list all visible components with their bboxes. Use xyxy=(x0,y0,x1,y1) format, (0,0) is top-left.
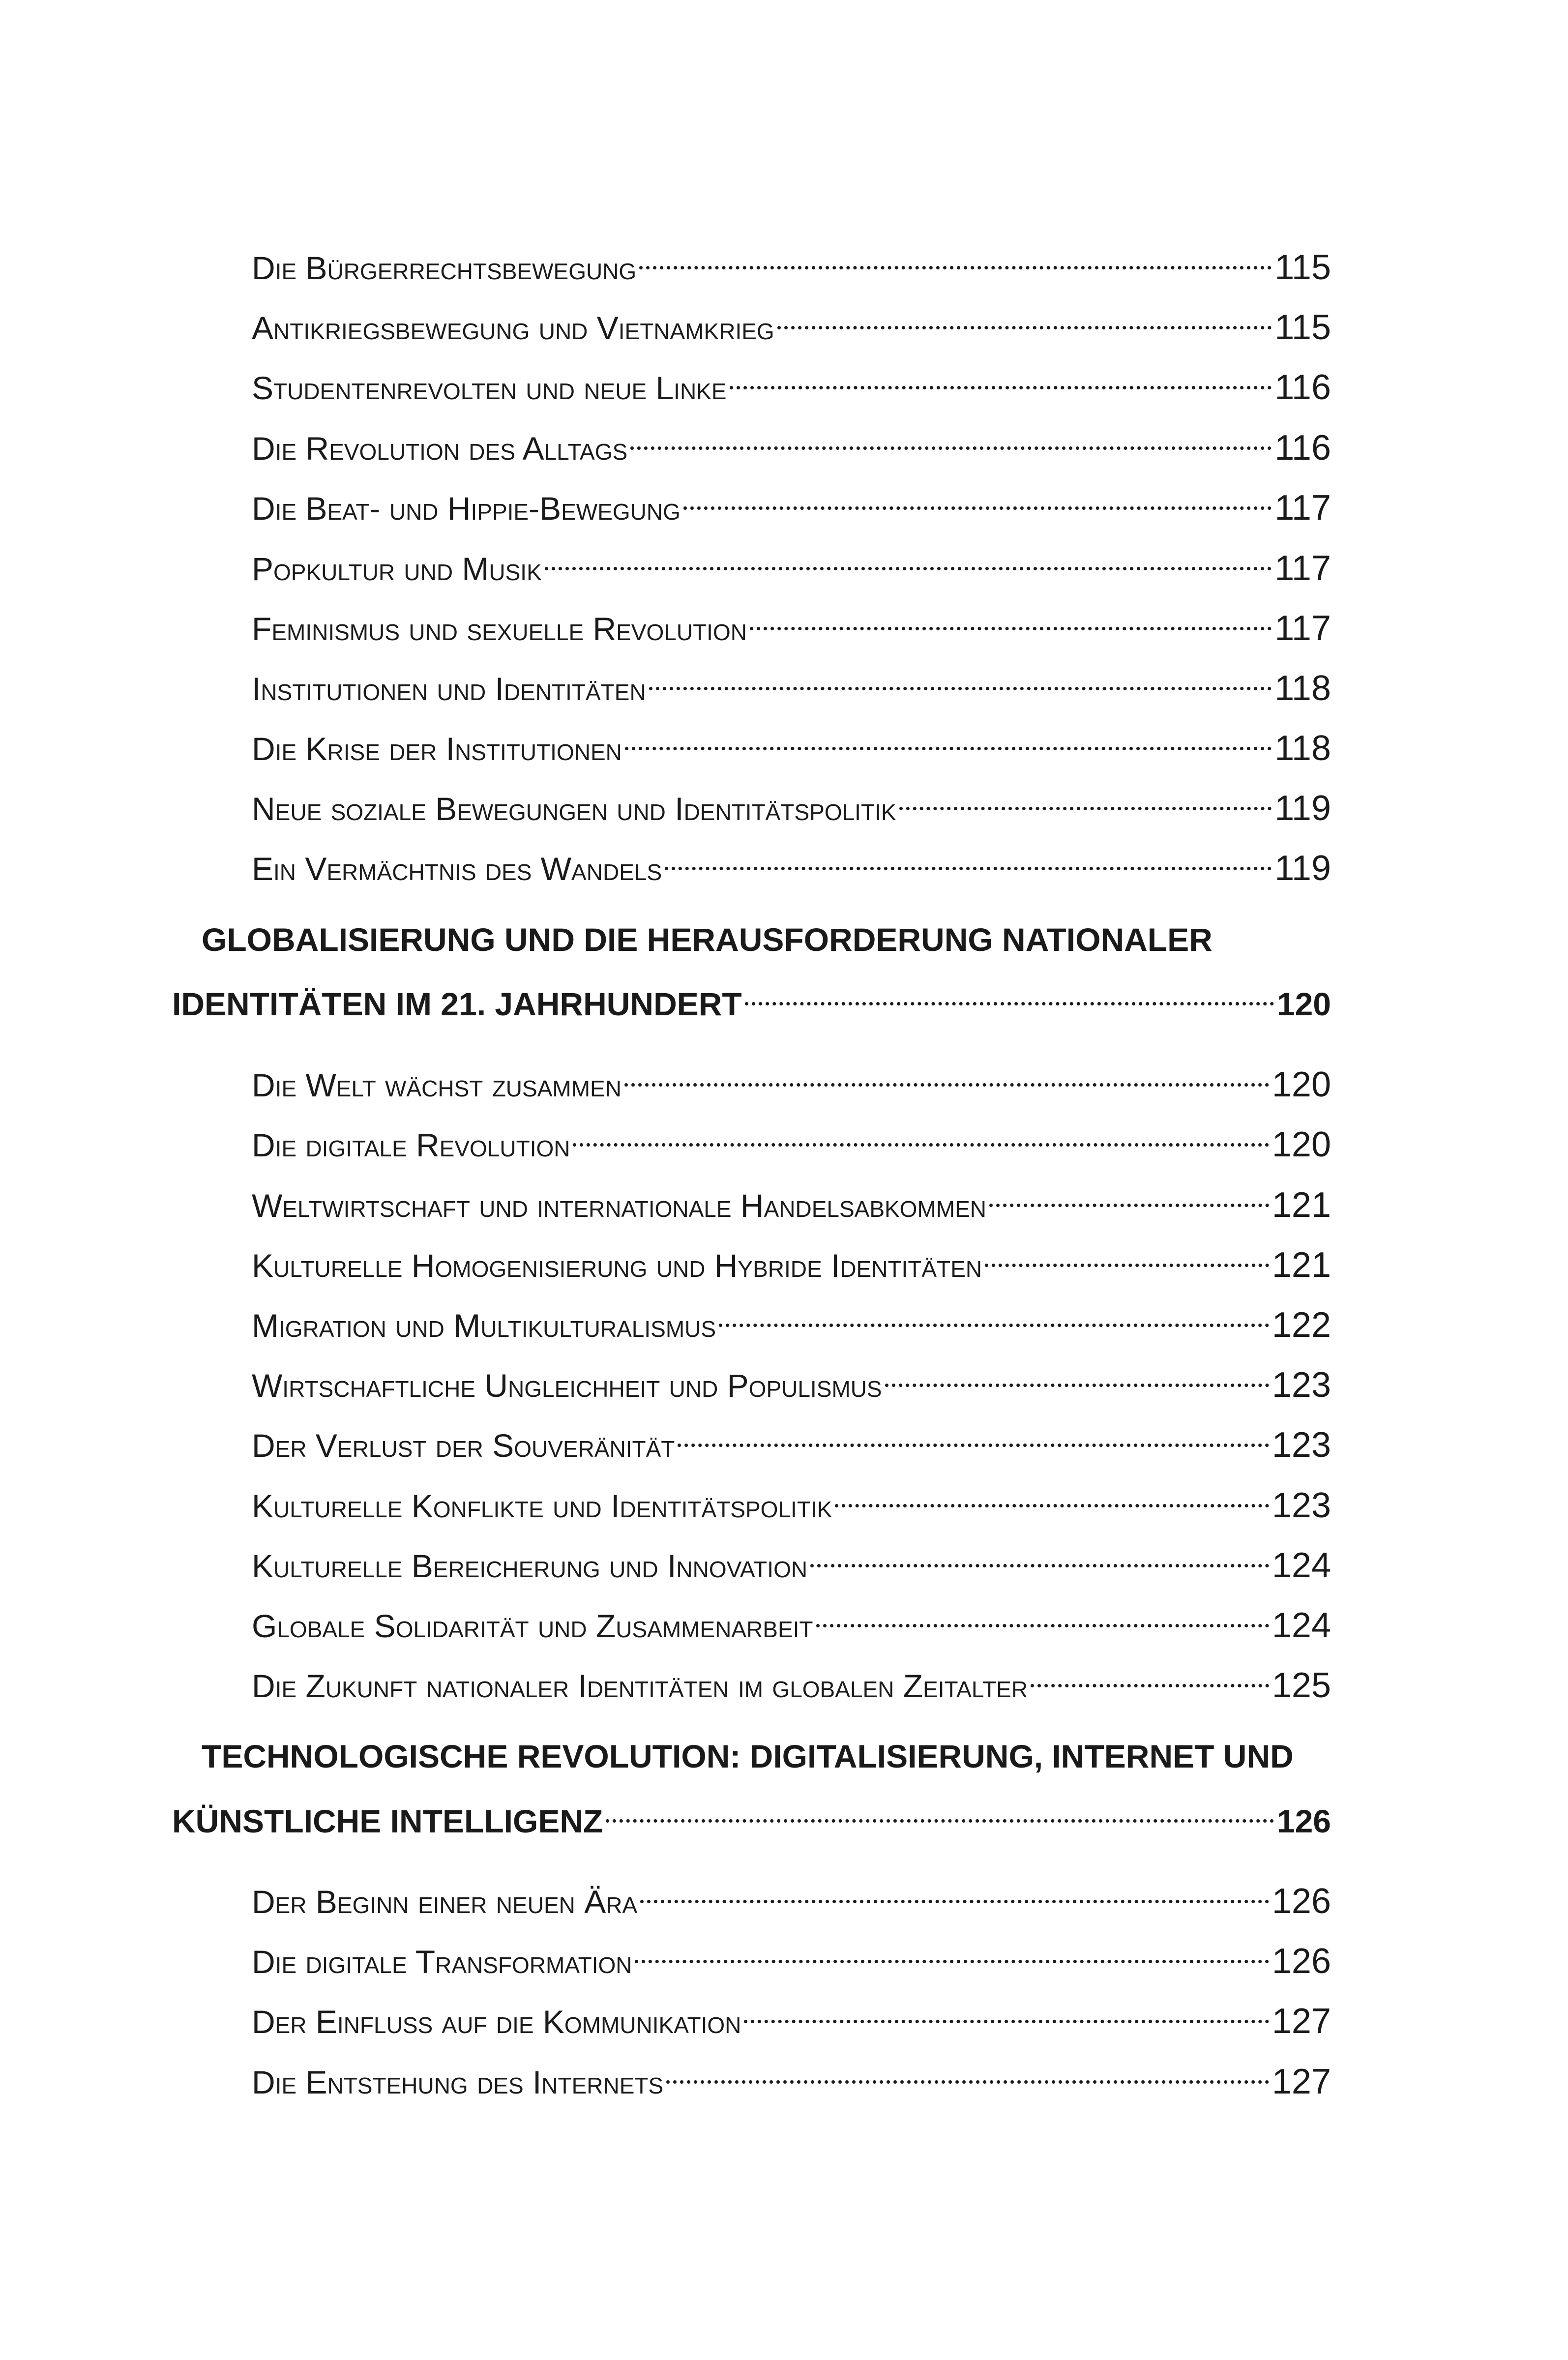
toc-entry-title: Globale Solidarität und Zusammenarbeit xyxy=(252,1608,813,1644)
toc-entry-title: Weltwirtschaft und internationale Handelsabkommen xyxy=(252,1187,987,1224)
dot-leader xyxy=(744,1989,1269,2033)
toc-entry-title: Ein Vermächtnis des Wandels xyxy=(252,851,662,887)
toc-entry-page: 120 xyxy=(1272,1065,1331,1104)
toc-entry[interactable] xyxy=(252,355,1331,407)
toc-entry-title: Die digitale Transformation xyxy=(252,1944,632,1980)
toc-entry-page: 115 xyxy=(1274,248,1331,287)
toc-entry[interactable] xyxy=(252,1052,1331,1104)
toc-entry-page: 127 xyxy=(1272,2062,1331,2101)
dot-leader xyxy=(665,836,1272,880)
dot-leader xyxy=(810,1533,1269,1577)
toc-entry-page: 118 xyxy=(1274,669,1331,708)
dot-leader xyxy=(640,1869,1269,1913)
toc-entry-title: Antikriegsbewegung und Vietnamkrieg xyxy=(252,310,774,346)
toc-entry-page: 126 xyxy=(1272,1942,1331,1981)
toc-entry[interactable] xyxy=(252,1112,1331,1164)
toc-entry-page: 123 xyxy=(1272,1486,1331,1525)
toc-entry[interactable] xyxy=(252,716,1331,768)
dot-leader xyxy=(573,1112,1269,1156)
toc-entry[interactable] xyxy=(252,1233,1331,1285)
toc-entry[interactable] xyxy=(252,596,1331,648)
chapter-title-line2: IDENTITÄTEN IM 21. JAHRHUNDERT xyxy=(172,986,742,1022)
dot-leader xyxy=(606,1788,1274,1832)
chapter-page: 120 xyxy=(1276,986,1331,1022)
toc-entry-title: Feminismus und sexuelle Revolution xyxy=(252,611,747,647)
dot-leader xyxy=(678,1413,1269,1457)
toc-entry-title: Institutionen und Identitäten xyxy=(252,671,646,707)
toc-entry-page: 120 xyxy=(1272,1125,1331,1164)
toc-entry-page: 116 xyxy=(1274,428,1331,468)
dot-leader xyxy=(719,1293,1269,1337)
toc-entry[interactable] xyxy=(252,1293,1331,1345)
toc-entry-title: Kulturelle Homogenisierung und Hybride Identitäten xyxy=(252,1247,982,1284)
toc-entry-page: 118 xyxy=(1274,729,1331,768)
toc-entry[interactable] xyxy=(252,295,1331,347)
dot-leader xyxy=(899,776,1272,820)
toc-entry[interactable] xyxy=(252,836,1331,888)
toc-entry[interactable] xyxy=(252,1929,1331,1981)
chapter-title-line2: KÜNSTLICHE INTELLIGENZ xyxy=(172,1803,603,1839)
toc-entry[interactable] xyxy=(252,1653,1331,1705)
toc-entry-page: 121 xyxy=(1272,1185,1331,1225)
toc-entry-page: 121 xyxy=(1272,1245,1331,1285)
toc-entry[interactable] xyxy=(252,1533,1331,1585)
dot-leader xyxy=(885,1353,1269,1397)
toc-entry[interactable] xyxy=(252,776,1331,828)
dot-leader xyxy=(816,1593,1269,1637)
toc-entry-title: Wirtschaftliche Ungleichheit und Populismus xyxy=(252,1367,882,1404)
toc-chapter-entry[interactable] xyxy=(172,971,1331,1022)
toc-entry-title: Die digitale Revolution xyxy=(252,1127,570,1163)
toc-entry-title: Kulturelle Bereicherung und Innovation xyxy=(252,1548,808,1584)
toc-entry[interactable] xyxy=(252,1473,1331,1525)
toc-entry-page: 117 xyxy=(1274,488,1331,528)
toc-entry[interactable] xyxy=(252,475,1331,528)
toc-entry-title: Die Zukunft nationaler Identitäten im globalen Zeitalter xyxy=(252,1668,1028,1704)
dot-leader xyxy=(745,971,1274,1015)
toc-entry[interactable] xyxy=(252,536,1331,588)
toc-entry-title: Kulturelle Konflikte und Identitätspolitik xyxy=(252,1488,832,1524)
toc-entry-page: 123 xyxy=(1272,1425,1331,1465)
dot-leader xyxy=(649,656,1272,700)
toc-entry-title: Popkultur und Musik xyxy=(252,551,542,587)
toc-entry[interactable] xyxy=(252,1413,1331,1465)
dot-leader xyxy=(777,295,1272,339)
dot-leader xyxy=(635,1929,1269,1973)
toc-entry[interactable] xyxy=(252,1989,1331,2041)
dot-leader xyxy=(630,415,1272,460)
dot-leader xyxy=(835,1473,1269,1517)
chapter-page: 126 xyxy=(1276,1803,1331,1839)
toc-entry-page: 123 xyxy=(1272,1365,1331,1405)
toc-entry-page: 117 xyxy=(1274,549,1331,588)
toc-entry-title: Die Entstehung des Internets xyxy=(252,2064,664,2100)
toc-entry[interactable] xyxy=(252,235,1331,287)
toc-entry-page: 115 xyxy=(1274,308,1331,347)
toc-entry-page: 126 xyxy=(1272,1882,1331,1921)
toc-entry-page: 125 xyxy=(1272,1666,1331,1705)
toc-entry-title: Die Krise der Institutionen xyxy=(252,731,622,767)
toc-entry-title: Die Bürgerrechtsbewegung xyxy=(252,250,637,286)
toc-entry[interactable] xyxy=(252,415,1331,468)
dot-leader xyxy=(985,1233,1269,1277)
toc-entry[interactable] xyxy=(252,656,1331,708)
toc-chapter-entry[interactable] xyxy=(172,1788,1331,1839)
dot-leader xyxy=(1031,1653,1269,1697)
toc-entry-page: 127 xyxy=(1272,2002,1331,2041)
chapter-title-line1: TECHNOLOGISCHE REVOLUTION: DIGITALISIERUNG, INTERNET UND xyxy=(202,1738,1294,1774)
dot-leader xyxy=(683,475,1272,520)
toc-entry-title: Der Einfluss auf die Kommunikation xyxy=(252,2004,741,2040)
toc-entry-page: 122 xyxy=(1272,1305,1331,1345)
dot-leader xyxy=(545,536,1272,580)
toc-entry-page: 124 xyxy=(1272,1606,1331,1645)
dot-leader xyxy=(625,716,1272,760)
dot-leader xyxy=(666,2049,1269,2094)
toc-entry[interactable] xyxy=(252,1353,1331,1405)
dot-leader xyxy=(624,1052,1269,1096)
toc-entry-title: Die Revolution des Alltags xyxy=(252,430,628,467)
toc-entry[interactable] xyxy=(252,1593,1331,1645)
dot-leader xyxy=(989,1173,1269,1217)
toc-entry-page: 124 xyxy=(1272,1546,1331,1585)
dot-leader xyxy=(730,355,1272,399)
toc-entry-title: Die Beat- und Hippie-Bewegung xyxy=(252,490,680,527)
dot-leader xyxy=(750,596,1272,640)
dot-leader xyxy=(639,235,1272,279)
toc-entry-title: Der Verlust der Souveränität xyxy=(252,1427,675,1464)
toc-entry[interactable] xyxy=(252,1869,1331,1921)
toc-entry-title: Neue soziale Bewegungen und Identitätspolitik xyxy=(252,791,896,827)
toc-entry[interactable] xyxy=(252,1173,1331,1225)
chapter-title-line1: GLOBALISIERUNG UND DIE HERAUSFORDERUNG NATIONALER xyxy=(202,921,1213,958)
toc-entry-page: 119 xyxy=(1274,789,1331,828)
toc-entry-title: Die Welt wächst zusammen xyxy=(252,1067,621,1103)
toc-entry-title: Migration und Multikulturalismus xyxy=(252,1307,716,1344)
toc-entry-title: Studentenrevolten und neue Linke xyxy=(252,370,727,406)
toc-entry-title: Der Beginn einer neuen Ära xyxy=(252,1884,638,1920)
toc-entry[interactable] xyxy=(252,2049,1331,2101)
toc-entry-page: 119 xyxy=(1274,849,1331,888)
toc-entry-page: 116 xyxy=(1274,368,1331,407)
toc-entry-page: 117 xyxy=(1274,609,1331,648)
